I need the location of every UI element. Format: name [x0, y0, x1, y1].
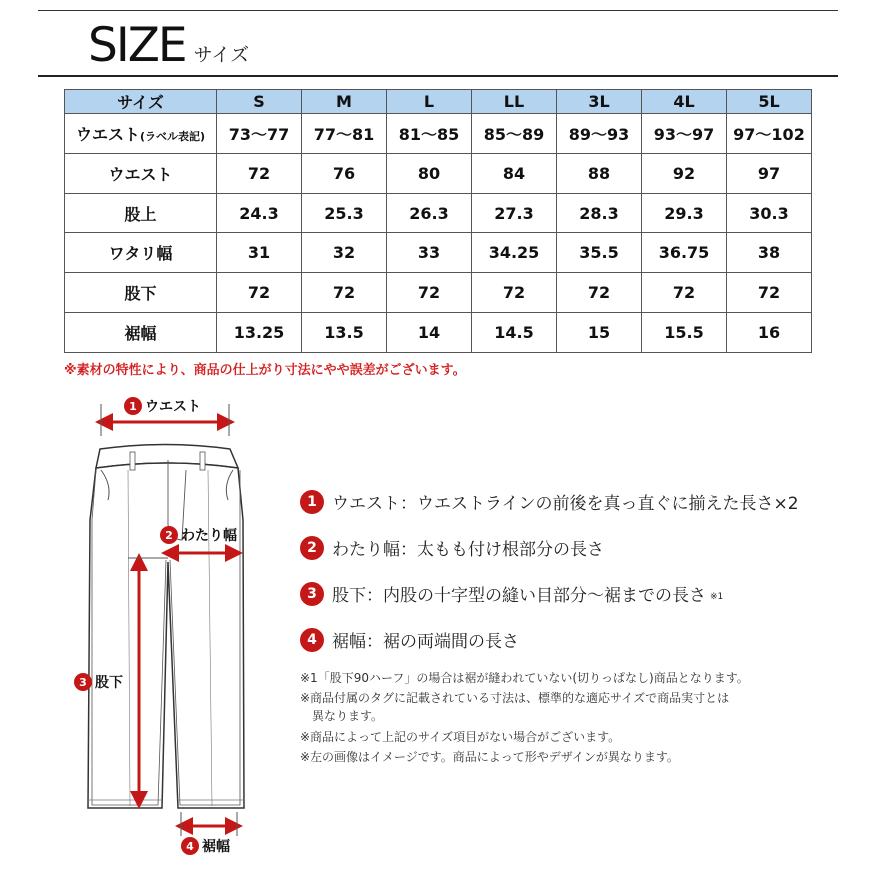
table-header-row: [65, 90, 812, 114]
table-cell: 72: [217, 153, 302, 193]
top-rule: [38, 10, 838, 11]
table-header-cell: S: [217, 90, 302, 114]
badge-2: 2: [160, 526, 178, 544]
badge-4: 4: [300, 628, 324, 652]
diagram-label-text: ウエスト: [145, 399, 201, 415]
table-cell: 33: [387, 233, 472, 273]
badge-4: 4: [181, 837, 199, 855]
diagram-label-hem: [181, 836, 230, 856]
badge-3: 3: [300, 582, 324, 606]
belt-loop: [130, 452, 135, 470]
table-row-label: [65, 114, 217, 154]
table-row: [65, 313, 812, 353]
diagram-label-thigh: [160, 525, 237, 545]
legend-item-thigh: [300, 535, 604, 560]
title-sub: サイズ: [193, 44, 250, 66]
footnote: ※商品によって上記のサイズ項目がない場合がございます。: [300, 730, 621, 744]
legend-text: 股下：内股の十字型の縫い目部分〜裾までの長さ: [332, 586, 706, 606]
table-cell: 72: [472, 273, 557, 313]
table-row-label: [65, 153, 217, 193]
table-cell: 32: [302, 233, 387, 273]
footnote: 異なります。: [300, 709, 384, 723]
row-label-text: ウエスト: [108, 164, 173, 184]
table-cell: 97〜102: [727, 114, 812, 154]
table-row-label: [65, 193, 217, 233]
table-header-cell: L: [387, 90, 472, 114]
belt-loop: [200, 452, 205, 470]
row-label-note: (ラベル表記): [139, 129, 206, 143]
table-cell: 28.3: [557, 193, 642, 233]
row-label-text: ワタリ幅: [108, 244, 173, 264]
legend-item-hem: [300, 627, 519, 652]
table-row: [65, 153, 812, 193]
table-row: [65, 233, 812, 273]
diagram-label-text: わたり幅: [181, 528, 237, 544]
row-label-text: ウエスト: [75, 124, 140, 144]
table-cell: 13.5: [302, 313, 387, 353]
table-cell: 76: [302, 153, 387, 193]
table-cell: 30.3: [727, 193, 812, 233]
table-cell: 15: [557, 313, 642, 353]
legend-text: わたり幅：太もも付け根部分の長さ: [332, 540, 604, 560]
diagram-label-text: 裾幅: [202, 839, 230, 855]
row-label-text: 股下: [124, 284, 157, 304]
table-cell: 85〜89: [472, 114, 557, 154]
diagram-label-inseam: [74, 672, 123, 692]
table-cell: 89〜93: [557, 114, 642, 154]
table-row: [65, 193, 812, 233]
table-cell: 72: [302, 273, 387, 313]
table-row-label: [65, 313, 217, 353]
table-cell: 13.25: [217, 313, 302, 353]
badge-3: 3: [74, 673, 92, 691]
pants-diagram: [60, 390, 270, 860]
table-row-label: [65, 273, 217, 313]
table-cell: 29.3: [642, 193, 727, 233]
title-main: SIZE: [88, 18, 186, 73]
table-cell: 92: [642, 153, 727, 193]
table-cell: 14.5: [472, 313, 557, 353]
table-cell: 97: [727, 153, 812, 193]
table-cell: 81〜85: [387, 114, 472, 154]
legend-item-inseam: [300, 581, 723, 606]
table-cell: 34.25: [472, 233, 557, 273]
footnote: ※商品付属のタグに記載されている寸法は、標準的な適応サイズで商品実寸とは: [300, 691, 730, 705]
badge-1: 1: [300, 490, 324, 514]
table-cell: 38: [727, 233, 812, 273]
table-row: [65, 114, 812, 154]
table-cell: 73〜77: [217, 114, 302, 154]
table-cell: 72: [642, 273, 727, 313]
table-cell: 80: [387, 153, 472, 193]
table-cell: 25.3: [302, 193, 387, 233]
table-cell: 15.5: [642, 313, 727, 353]
row-label-text: 股上: [124, 204, 157, 224]
table-header-cell: 4L: [642, 90, 727, 114]
table-cell: 72: [217, 273, 302, 313]
footnote: ※1「股下90ハーフ」の場合は裾が縫われていない(切りっぱなし)商品となります。: [300, 671, 749, 685]
table-row: [65, 273, 812, 313]
table-cell: 35.5: [557, 233, 642, 273]
legend-footnote-ref: ※1: [710, 591, 724, 602]
diagram-label-waist: [124, 396, 201, 416]
table-cell: 84: [472, 153, 557, 193]
table-header-cell: 3L: [557, 90, 642, 114]
badge-1: 1: [124, 397, 142, 415]
pants-outline: [88, 463, 244, 808]
row-label-text: 裾幅: [124, 324, 157, 344]
footnote: ※左の画像はイメージです。商品によって形やデザインが異なります。: [300, 750, 679, 764]
size-table: [64, 89, 812, 353]
table-header-cell: M: [302, 90, 387, 114]
legend-text: ウエスト：ウエストラインの前後を真っ直ぐに揃えた長さ×2: [332, 494, 799, 514]
title-rule: [38, 75, 838, 77]
table-cell: 14: [387, 313, 472, 353]
table-cell: 31: [217, 233, 302, 273]
table-cell: 72: [387, 273, 472, 313]
legend-item-waist: [300, 489, 799, 514]
legend-text: 裾幅：裾の両端間の長さ: [332, 632, 519, 652]
table-cell: 27.3: [472, 193, 557, 233]
disclaimer-note: ※素材の特性により、商品の仕上がり寸法にやや誤差がございます。: [64, 363, 466, 378]
table-header-cell: サイズ: [65, 90, 217, 114]
table-header-cell: 5L: [727, 90, 812, 114]
table-cell: 88: [557, 153, 642, 193]
badge-2: 2: [300, 536, 324, 560]
table-cell: 77〜81: [302, 114, 387, 154]
diagram-label-text: 股下: [95, 675, 123, 691]
table-cell: 93〜97: [642, 114, 727, 154]
table-cell: 72: [557, 273, 642, 313]
table-header-cell: LL: [472, 90, 557, 114]
table-cell: 24.3: [217, 193, 302, 233]
table-cell: 36.75: [642, 233, 727, 273]
table-cell: 16: [727, 313, 812, 353]
page-title: [88, 18, 249, 73]
table-cell: 72: [727, 273, 812, 313]
table-cell: 26.3: [387, 193, 472, 233]
table-row-label: [65, 233, 217, 273]
